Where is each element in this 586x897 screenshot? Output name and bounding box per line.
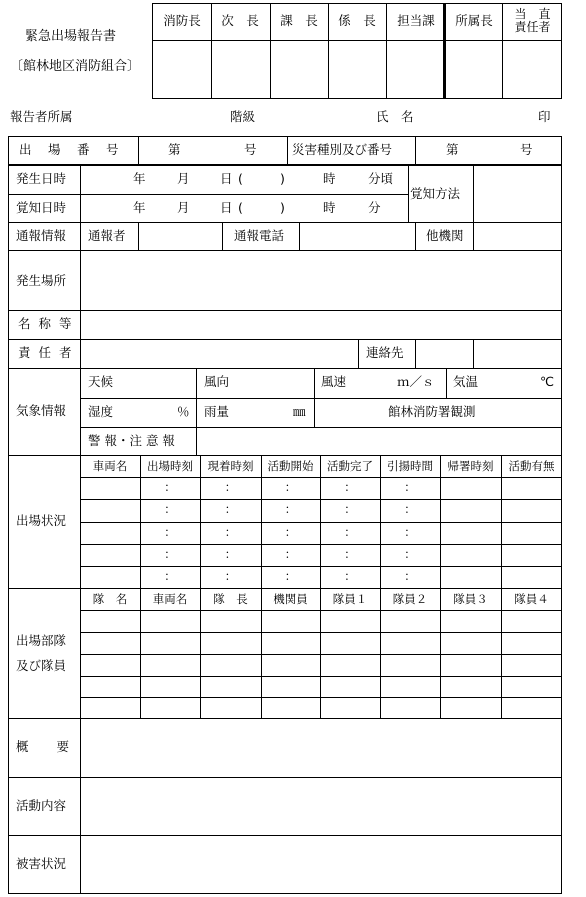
dispatch-col-line <box>440 455 441 588</box>
units-col-line <box>140 588 141 718</box>
units-header-4: 隊員１ <box>332 592 368 606</box>
occur-minute-approx: 分頃 <box>368 171 394 186</box>
units-col-line <box>440 588 441 718</box>
aware-minute: 分 <box>368 200 381 215</box>
dispatch-row-line <box>80 566 562 567</box>
dispatch-status-label: 出場状況 <box>16 513 67 528</box>
location-label: 発生場所 <box>16 273 67 288</box>
dispatch-col-line <box>501 455 502 588</box>
units-col-line <box>380 588 381 718</box>
time-colon: ： <box>284 547 297 561</box>
units-header-3: 機関員 <box>273 592 308 606</box>
time-colon: ： <box>344 569 356 583</box>
wind-direction-label: 風向 <box>204 374 230 389</box>
occur-paren-close: ) <box>280 171 285 186</box>
dispatch-row-line <box>80 499 562 500</box>
aware-paren-open: ( <box>238 200 243 215</box>
units-label-line1: 出場部隊 <box>16 633 67 648</box>
disaster-dai: 第 <box>446 142 459 157</box>
time-colon: ： <box>404 569 416 583</box>
units-row-line <box>80 632 562 633</box>
occurrence-datetime-label: 発生日時 <box>16 171 67 186</box>
units-row-line <box>80 610 562 611</box>
reporter-name-label: 氏 名 <box>376 109 414 124</box>
units-col-line <box>261 588 262 718</box>
responsible-person-label: 責 任 者 <box>18 345 74 360</box>
contact-label: 連絡先 <box>366 345 404 360</box>
reporter-rank-label: 階級 <box>230 109 256 124</box>
time-colon: ： <box>164 502 176 516</box>
time-colon: ： <box>404 480 416 494</box>
aware-day: 日 <box>220 200 233 215</box>
caller-label: 通報者 <box>88 228 126 243</box>
dispatch-header-2: 現着時刻 <box>207 459 254 473</box>
occur-day: 日 <box>220 171 233 186</box>
other-agency-label: 他機関 <box>426 228 464 243</box>
wind-speed-label: 風速 <box>321 374 347 389</box>
aware-paren-close: ) <box>280 200 285 215</box>
dispatch-header-1: 出場時刻 <box>147 459 193 473</box>
dispatch-row-line <box>80 477 562 478</box>
time-colon: ： <box>164 569 176 583</box>
time-colon: ： <box>224 547 237 561</box>
rainfall-unit: ㎜ <box>293 404 306 419</box>
units-col-line <box>200 588 201 718</box>
time-colon: ： <box>284 525 297 539</box>
time-colon: ： <box>344 480 356 494</box>
time-colon: ： <box>164 547 176 561</box>
dispatch-header-3: 活動開始 <box>267 459 314 473</box>
dispatch-col-line <box>320 455 321 588</box>
report-info-label: 通報情報 <box>16 228 67 243</box>
units-col-line <box>320 588 321 718</box>
weather-condition-label: 天候 <box>88 374 114 389</box>
rainfall-label: 雨量 <box>204 404 230 419</box>
stamp-dept-head: 所属長 <box>455 13 493 28</box>
reporter-affiliation-label: 報告者所属 <box>10 109 73 124</box>
awareness-method-label: 覚知方法 <box>410 186 461 201</box>
humidity-label: 湿度 <box>88 404 114 419</box>
disaster-type-label: 災害種別及び番号 <box>292 142 393 157</box>
dispatch-dai: 第 <box>168 142 181 157</box>
time-colon: ： <box>404 502 416 516</box>
stamp-deputy: 次 長 <box>221 13 259 28</box>
awareness-datetime-label: 覚知日時 <box>16 200 67 215</box>
units-row-line <box>80 697 562 698</box>
stamp-duty-officer: 当 直 責任者 <box>514 7 551 34</box>
damage-label: 被害状況 <box>16 856 67 871</box>
units-label-line2: 及び隊員 <box>16 658 67 673</box>
time-colon: ： <box>224 525 237 539</box>
dispatch-header-4: 活動完了 <box>327 459 373 473</box>
time-colon: ： <box>284 502 297 516</box>
units-header-2: 隊 長 <box>213 592 248 606</box>
occur-hour: 時 <box>323 171 336 186</box>
dispatch-row-line <box>80 522 562 523</box>
dispatch-col-line <box>380 455 381 588</box>
time-colon: ： <box>164 525 176 539</box>
dispatch-header-6: 帰署時刻 <box>447 459 494 473</box>
aware-hour: 時 <box>323 200 336 215</box>
time-colon: ： <box>284 480 297 494</box>
name-label: 名 称 等 <box>18 316 74 331</box>
caller-phone-label: 通報電話 <box>234 228 285 243</box>
dispatch-header-0: 車両名 <box>92 459 128 473</box>
time-colon: ： <box>224 569 237 583</box>
temperature-unit: ℃ <box>540 374 555 389</box>
weather-info-label: 気象情報 <box>16 403 67 418</box>
units-row-line <box>80 654 562 655</box>
dispatch-col-line <box>140 455 141 588</box>
time-colon: ： <box>344 547 356 561</box>
wind-speed-unit: ｍ／ｓ <box>397 374 435 389</box>
form-title: 緊急出場報告書 <box>25 29 117 44</box>
activity-label: 活動内容 <box>16 798 67 813</box>
units-row-line <box>80 676 562 677</box>
time-colon: ： <box>404 547 416 561</box>
form-organization: 〔館林地区消防組合〕 <box>10 59 141 74</box>
units-header-7: 隊員４ <box>514 592 549 606</box>
units-header-0: 隊 名 <box>92 592 128 606</box>
units-header-6: 隊員３ <box>453 592 488 606</box>
dispatch-col-line <box>200 455 201 588</box>
time-colon: ： <box>404 525 416 539</box>
time-colon: ： <box>284 569 297 583</box>
time-colon: ： <box>224 480 237 494</box>
dispatch-header-5: 引揚時間 <box>387 459 433 473</box>
stamp-section-chief: 課 長 <box>280 13 318 28</box>
occur-year: 年 <box>133 171 146 186</box>
units-header-1: 車両名 <box>152 592 188 606</box>
occur-month: 月 <box>177 171 190 186</box>
time-colon: ： <box>164 480 176 494</box>
time-colon: ： <box>224 502 237 516</box>
disaster-go: 号 <box>520 142 533 157</box>
dispatch-header-7: 活動有無 <box>508 459 555 473</box>
summary-label: 概 要 <box>16 739 71 754</box>
reporter-seal-label: 印 <box>538 109 551 124</box>
units-col-line <box>501 588 502 718</box>
dispatch-col-line <box>261 455 262 588</box>
time-colon: ： <box>344 502 356 516</box>
aware-month: 月 <box>177 200 190 215</box>
stamp-fire-chief: 消防長 <box>163 13 201 28</box>
aware-year: 年 <box>133 200 146 215</box>
occur-paren-open: ( <box>238 171 243 186</box>
humidity-unit: ％ <box>177 404 190 419</box>
units-header-5: 隊員２ <box>392 592 428 606</box>
time-colon: ： <box>344 525 356 539</box>
stamp-subsection-chief: 係 長 <box>338 13 376 28</box>
stamp-responsible-division: 担当課 <box>397 13 435 28</box>
dispatch-go: 号 <box>244 142 257 157</box>
temperature-label: 気温 <box>453 374 479 389</box>
dispatch-number-label: 出 場 番 号 <box>19 142 121 157</box>
dispatch-row-line <box>80 544 562 545</box>
warning-advisory-label: 警 報・注 意 報 <box>88 433 175 448</box>
observation-station: 館林消防署観測 <box>388 404 476 419</box>
